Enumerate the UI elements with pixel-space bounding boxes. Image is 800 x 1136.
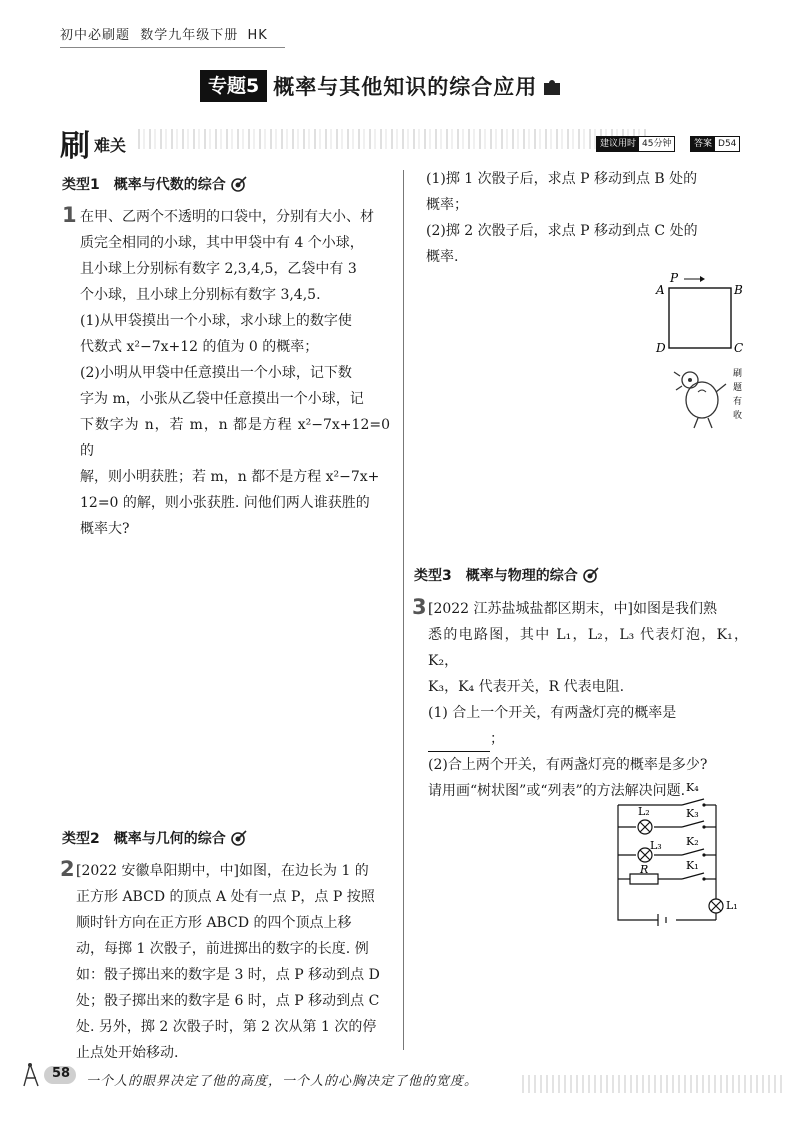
q3-line: 请用画“树状图”或“列表”的方法解决问题. bbox=[428, 783, 686, 799]
q1-line: 在甲、乙两个不透明的口袋中，分别有大小、材 bbox=[80, 209, 374, 225]
q2-line: 正方形 ABCD 的顶点 A 处有一点 P，点 P 按照 bbox=[76, 889, 375, 905]
q2-line: [2022 安徽阜阳期中，中]如图，在边长为 1 的 bbox=[76, 863, 369, 879]
q3-line: K₃，K₄ 代表开关，R 代表电阻. bbox=[428, 679, 625, 695]
q2-line: 处. 另外，掷 2 次骰子时，第 2 次从第 1 次的停 bbox=[76, 1019, 377, 1035]
q3-line: 悉的电路图，其中 L₁，L₂，L₃ 代表灯泡，K₁，K₂， bbox=[428, 627, 748, 669]
question-2-continued bbox=[426, 166, 746, 270]
q2cont-line: (1)掷 1 次骰子后，求点 P 移动到点 B 处的 bbox=[426, 171, 698, 187]
topic-badge: 专题5 bbox=[200, 70, 267, 102]
section-title: 概率与物理的综合 bbox=[465, 568, 578, 584]
q2cont-line: 概率； bbox=[426, 197, 468, 213]
q3-blank-line: ； bbox=[428, 726, 748, 752]
section-type2 bbox=[62, 828, 248, 848]
section-title: 概率与代数的综合 bbox=[113, 177, 226, 193]
square-figure bbox=[652, 270, 752, 362]
mascot-caption-2: 题 bbox=[733, 383, 743, 393]
section-label: 类型1 bbox=[62, 177, 100, 193]
time-value: 45分钟 bbox=[639, 137, 674, 151]
page-number: 58 bbox=[52, 1066, 71, 1081]
topic-title bbox=[200, 70, 563, 102]
q2-line: 顺时针方向在正方形 ABCD 的四个顶点上移 bbox=[76, 915, 352, 931]
label-b: B bbox=[734, 283, 743, 297]
q1-line: 解，则小明获胜；若 m，n 都不是方程 x²−7x+ bbox=[80, 469, 380, 485]
label-l3: L₃ bbox=[650, 839, 662, 852]
question-1 bbox=[80, 204, 390, 542]
q2-line: 动，每掷 1 次骰子，前进掷出的数字的长度. 例 bbox=[76, 941, 369, 957]
label-r: R bbox=[640, 863, 649, 876]
edition-label: HK bbox=[247, 28, 268, 43]
q2-line: 如：骰子掷出来的数字是 3 时，点 P 移动到点 D bbox=[76, 967, 380, 983]
section-label: 类型2 bbox=[62, 831, 100, 847]
q1-line: 12=0 的解，则小张获胜. 问他们两人谁获胜的 bbox=[80, 495, 370, 511]
q3-line: (2)合上两个开关，有两盏灯亮的概率是多少? bbox=[428, 757, 708, 773]
mascot-illustration bbox=[672, 362, 752, 430]
level-name: 难关 bbox=[94, 136, 127, 155]
q3-line: (1) 合上一个开关，有两盏灯亮的概率是 bbox=[428, 705, 677, 721]
footer-decoration bbox=[522, 1075, 782, 1093]
circuit-diagram bbox=[600, 775, 770, 930]
time-label: 建议用时 bbox=[597, 137, 639, 151]
answer-tag bbox=[690, 136, 740, 152]
q1-line: 代数式 x²−7x+12 的值为 0 的概率； bbox=[80, 339, 319, 355]
answer-value: D54 bbox=[715, 137, 739, 151]
mascot-caption-4: 收 bbox=[733, 411, 743, 421]
q1-line: 字为 m，小张从乙袋中任意摸出一个小球，记 bbox=[80, 391, 364, 407]
question-2 bbox=[76, 858, 390, 1066]
label-k4: K₄ bbox=[686, 781, 699, 794]
page-number-badge bbox=[22, 1062, 78, 1088]
square-abcd bbox=[669, 288, 731, 348]
q1-line: 质完全相同的小球，其中甲袋中有 4 个小球， bbox=[80, 235, 364, 251]
label-l2: L₂ bbox=[638, 805, 650, 818]
q2-line: 止点处开始移动. bbox=[76, 1045, 179, 1061]
question-number: 3 bbox=[412, 595, 427, 619]
column-divider bbox=[403, 170, 404, 1050]
q3-line: [2022 江苏盐城盐都区期末，中]如图是我们熟 bbox=[428, 601, 718, 617]
q1-line: 且小球上分别标有数字 2,3,4,5，乙袋中有 3 bbox=[80, 261, 357, 277]
footer-quote: 一个人的眼界决定了他的高度，一个人的心胸决定了他的宽度。 bbox=[86, 1074, 479, 1089]
target-icon bbox=[230, 829, 248, 847]
target-icon bbox=[582, 566, 600, 584]
mascot-caption-3: 有 bbox=[733, 397, 743, 407]
target-icon bbox=[230, 175, 248, 193]
label-l1: L₁ bbox=[726, 899, 738, 912]
answer-label: 答案 bbox=[691, 137, 715, 151]
q2cont-line: (2)掷 2 次骰子后，求点 P 移动到点 C 处的 bbox=[426, 223, 698, 239]
label-p: P bbox=[670, 271, 679, 285]
question-number: 1 bbox=[62, 203, 77, 227]
q1-line: 个小球，且小球上分别标有数字 3,4,5. bbox=[80, 287, 321, 303]
label-k3: K₃ bbox=[686, 807, 699, 820]
level-row bbox=[60, 125, 750, 164]
label-k2: K₂ bbox=[686, 835, 699, 848]
q2cont-line: 概率. bbox=[426, 249, 459, 265]
section-title: 概率与几何的综合 bbox=[113, 831, 226, 847]
section-type3 bbox=[414, 565, 600, 585]
running-header bbox=[60, 24, 268, 43]
question-number: 2 bbox=[60, 857, 75, 881]
puzzle-icon bbox=[541, 75, 563, 97]
q2-line: 处；骰子掷出来的数字是 6 时，点 P 移动到点 C bbox=[76, 993, 380, 1009]
mascot-caption-1: 刷 bbox=[733, 369, 743, 379]
q1-line: 下数字为 n，若 m，n 都是方程 x²−7x+12=0 的 bbox=[80, 417, 390, 459]
question-3 bbox=[428, 596, 748, 804]
subject-name: 数学九年级下册 bbox=[140, 28, 239, 43]
section-type1 bbox=[62, 174, 248, 194]
label-k1: K₁ bbox=[686, 859, 699, 872]
header-divider bbox=[60, 47, 285, 48]
decorative-band bbox=[138, 129, 648, 149]
label-d: D bbox=[656, 341, 666, 355]
topic-heading: 概率与其他知识的综合应用 bbox=[273, 75, 538, 99]
q1-line: (1)从甲袋摸出一个小球，求小球上的数字使 bbox=[80, 313, 352, 329]
label-c: C bbox=[734, 341, 744, 355]
label-a: A bbox=[656, 283, 665, 297]
section-label: 类型3 bbox=[414, 568, 452, 584]
book-name: 初中必刷题 bbox=[60, 28, 131, 43]
answer-blank[interactable] bbox=[428, 735, 490, 752]
time-tag bbox=[596, 136, 675, 152]
brush-char: 刷 bbox=[60, 129, 90, 164]
q1-line: (2)小明从甲袋中任意摸出一个小球，记下数 bbox=[80, 365, 352, 381]
q1-line: 概率大? bbox=[80, 521, 130, 537]
